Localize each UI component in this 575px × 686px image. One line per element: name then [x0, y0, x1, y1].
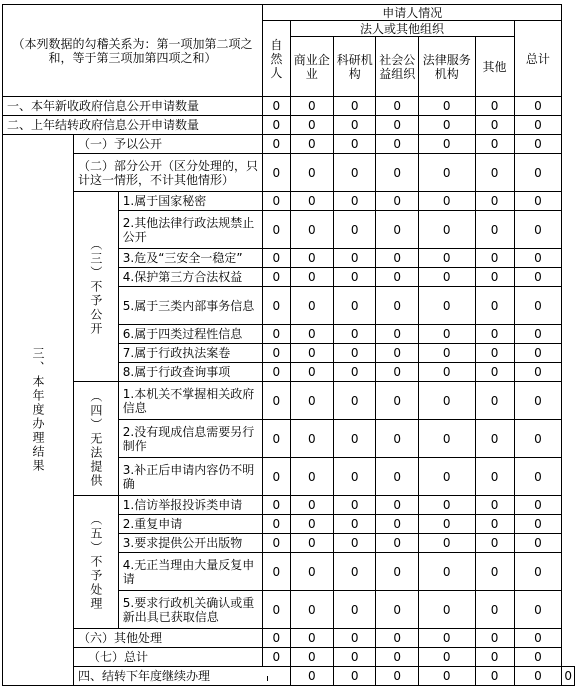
cell-value: 0	[290, 287, 333, 325]
cell-value: 0	[290, 192, 333, 211]
cell-value: 0	[333, 192, 376, 211]
cell-value: 0	[263, 249, 291, 268]
cell-value: 0	[376, 591, 419, 629]
cell-value: 0	[290, 249, 333, 268]
cell-value: 0	[514, 135, 562, 154]
row-label: （六）其他处理	[74, 629, 263, 648]
header-natural-person: 自然人	[263, 21, 291, 97]
cell-value: 0	[376, 363, 419, 382]
row-label: 8.属于行政查询事项	[118, 363, 262, 382]
table-row	[3, 116, 575, 135]
cell-value: 0	[290, 268, 333, 287]
cell-value: 0	[333, 268, 376, 287]
cell-value: 0	[376, 268, 419, 287]
cell-value: 0	[263, 116, 291, 135]
group-four-label: （四）无法提供	[74, 382, 119, 496]
cell-value: 0	[263, 382, 291, 420]
cell-value: 0	[514, 116, 562, 135]
cell-value: 0	[418, 287, 475, 325]
cell-value: 0	[376, 287, 419, 325]
cell-value: 0	[333, 496, 376, 515]
cell-value: 0	[333, 211, 376, 249]
row-label: 3.要求提供公开出版物	[118, 534, 262, 553]
cell-value: 0	[514, 458, 562, 496]
cell-value: 0	[333, 515, 376, 534]
cell-value: 0	[263, 591, 291, 629]
cell-value: 0	[290, 344, 333, 363]
cell-value: 0	[418, 648, 475, 667]
row-label: 1.本机关不掌握相关政府信息	[118, 382, 262, 420]
cell-value: 0	[333, 629, 376, 648]
header-social-welfare: 社会公益组织	[376, 37, 419, 97]
cell-value: 0	[418, 325, 475, 344]
cell-value: 0	[475, 629, 514, 648]
cell-value: 0	[290, 135, 333, 154]
cell-value: 0	[475, 116, 514, 135]
cell-value: 0	[514, 325, 562, 344]
header-note: （本列数据的勾稽关系为：第一项加第二项之和，等于第三项加第四项之和）	[3, 5, 263, 97]
cell-value: 0	[376, 420, 419, 458]
cell-value: 0	[418, 496, 475, 515]
group-five-label: （五）不予处理	[74, 496, 119, 629]
cell-value: 0	[418, 553, 475, 591]
gov-info-disclosure-table	[2, 4, 575, 686]
cell-value: 0	[290, 154, 333, 192]
cell-value: 0	[514, 344, 562, 363]
cell-value: 0	[290, 116, 333, 135]
cell-value: 0	[475, 667, 514, 686]
cell-value: 0	[333, 135, 376, 154]
cell-value: 0	[290, 496, 333, 515]
row-label: 二、上年结转政府信息公开申请数量	[3, 116, 263, 135]
cell-value: 0	[418, 344, 475, 363]
cell-value: 0	[376, 116, 419, 135]
cell-value: 0	[263, 154, 291, 192]
cell-value: 0	[263, 135, 291, 154]
row-label: 1.属于国家秘密	[118, 192, 262, 211]
row-label: 3.危及“三安全一稳定”	[118, 249, 262, 268]
cell-value: 0	[333, 553, 376, 591]
cell-value: 0	[475, 534, 514, 553]
cell-value: 0	[263, 363, 291, 382]
cell-value: 0	[263, 420, 291, 458]
row-label: （一）予以公开	[74, 135, 263, 154]
cell-value: 0	[475, 496, 514, 515]
cell-value: 0	[475, 135, 514, 154]
cell-value: 0	[418, 363, 475, 382]
row-label: 2.没有现成信息需要另行制作	[118, 420, 262, 458]
cell-value: 0	[514, 97, 562, 116]
header-commercial: 商业企业	[290, 37, 333, 97]
cell-value: 0	[514, 154, 562, 192]
cell-value: 0	[418, 154, 475, 192]
cell-value: 0	[418, 116, 475, 135]
cell-value: 0	[263, 553, 291, 591]
cell-value: 0	[290, 629, 333, 648]
cell-value: 0	[514, 211, 562, 249]
cell-value: 0	[376, 154, 419, 192]
cell-value: 0	[290, 211, 333, 249]
cell-value: 0	[333, 249, 376, 268]
cell-value: 0	[418, 382, 475, 420]
cell-value: 0	[333, 458, 376, 496]
cell-value: 0	[514, 420, 562, 458]
cell-value: 0	[376, 97, 419, 116]
cell-value: 0	[475, 97, 514, 116]
cell-value: 0	[418, 667, 475, 686]
cell-value: 0	[514, 268, 562, 287]
cell-value: 0	[290, 382, 333, 420]
table-row	[3, 629, 575, 648]
cell-value: 0	[290, 591, 333, 629]
cell-value: 0	[263, 534, 291, 553]
cell-value: 0	[376, 629, 419, 648]
cell-value: 0	[333, 591, 376, 629]
cell-value: 0	[514, 192, 562, 211]
cell-value: 0	[475, 591, 514, 629]
cell-value: 0	[376, 249, 419, 268]
cell-value: 0	[333, 534, 376, 553]
cell-value: 0	[333, 382, 376, 420]
cell-value: 0	[475, 154, 514, 192]
row-label: （七）总计	[74, 648, 263, 667]
header-legal-service: 法律服务机构	[418, 37, 475, 97]
cell-value: 0	[263, 515, 291, 534]
cell-value: 0	[376, 667, 419, 686]
cell-value: 0	[290, 363, 333, 382]
cell-value: 0	[418, 192, 475, 211]
cell-value: 0	[376, 515, 419, 534]
row-label: 2.重复申请	[118, 515, 262, 534]
cell-value: 0	[514, 534, 562, 553]
cell-value: 0	[376, 211, 419, 249]
cell-value: 0	[514, 591, 562, 629]
cell-value: 0	[333, 344, 376, 363]
cell-value: 0	[475, 515, 514, 534]
cell-value: 0	[418, 629, 475, 648]
cell-value: 0	[376, 553, 419, 591]
cell-value: 0	[418, 249, 475, 268]
cell-value: 0	[263, 192, 291, 211]
header-research: 科研机构	[333, 37, 376, 97]
cell-value: 0	[263, 648, 291, 667]
cell-value: 0	[418, 534, 475, 553]
cell-value: 0	[263, 344, 291, 363]
cell-value: 0	[263, 268, 291, 287]
cell-value: 0	[418, 97, 475, 116]
row-label: 一、本年新收政府信息公开申请数量	[3, 97, 263, 116]
cell-value: 0	[333, 154, 376, 192]
cell-value: 0	[376, 496, 419, 515]
cell-value: 0	[376, 135, 419, 154]
cell-value: 0	[514, 363, 562, 382]
cell-value: 0	[418, 135, 475, 154]
cell-value: 0	[418, 268, 475, 287]
cell-value: 0	[475, 249, 514, 268]
row-label: 7.属于行政执法案卷	[118, 344, 262, 363]
cell-value: 0	[333, 648, 376, 667]
header-total: 总计	[514, 21, 562, 97]
cell-value: 0	[514, 515, 562, 534]
cell-value: 0	[418, 420, 475, 458]
cell-value: 0	[475, 211, 514, 249]
cell-value: 0	[290, 648, 333, 667]
cell-value: 0	[418, 591, 475, 629]
cell-value: 0	[376, 534, 419, 553]
row-label: 1.信访举报投诉类申请	[118, 496, 262, 515]
cell-value: 0	[290, 515, 333, 534]
group-three-label: （三）不予公开	[74, 192, 119, 382]
table-row	[3, 667, 575, 686]
cell-value: 0	[475, 648, 514, 667]
cell-value: 0	[376, 382, 419, 420]
table-row	[3, 135, 575, 154]
cell-value: 0	[475, 382, 514, 420]
page-edge-mark	[267, 676, 268, 681]
cell-value: 0	[333, 363, 376, 382]
cell-value: 0	[290, 420, 333, 458]
row-label: （二）部分公开（区分处理的，只计这一情形，不计其他情形）	[74, 154, 263, 192]
cell-value: 0	[263, 287, 291, 325]
cell-value: 0	[333, 116, 376, 135]
row-label: 3.补正后申请内容仍不明确	[118, 458, 262, 496]
cell-value: 0	[376, 192, 419, 211]
cell-value: 0	[475, 458, 514, 496]
row-label: 2.其他法律行政法规禁止公开	[118, 211, 262, 249]
cell-value: 0	[333, 97, 376, 116]
header-legal-and-other: 法人或其他组织	[290, 21, 514, 37]
cell-value: 0	[263, 458, 291, 496]
cell-value: 0	[263, 211, 291, 249]
cell-value: 0	[475, 420, 514, 458]
cell-value: 0	[475, 192, 514, 211]
cell-value: 0	[475, 553, 514, 591]
cell-value: 0	[475, 363, 514, 382]
section-three-label: 三、本年度办理结果	[3, 135, 74, 686]
cell-value: 0	[514, 648, 562, 667]
cell-value: 0	[333, 667, 376, 686]
row-label: 4.保护第三方合法权益	[118, 268, 262, 287]
cell-value: 0	[376, 344, 419, 363]
cell-value: 0	[263, 629, 291, 648]
cell-value: 0	[514, 382, 562, 420]
cell-value: 0	[514, 249, 562, 268]
table-row	[3, 382, 575, 420]
cell-value: 0	[263, 325, 291, 344]
header-applicant-situation: 申请人情况	[263, 5, 562, 21]
cell-value: 0	[290, 667, 333, 686]
cell-value: 0	[376, 458, 419, 496]
table-row	[3, 154, 575, 192]
row-label: 6.属于四类过程性信息	[118, 325, 262, 344]
cell-value: 0	[376, 325, 419, 344]
row-label: 4.无正当理由大量反复申请	[118, 553, 262, 591]
table-row	[3, 496, 575, 515]
cell-value: 0	[514, 553, 562, 591]
table-row	[3, 192, 575, 211]
cell-value: 0	[562, 667, 575, 686]
cell-value: 0	[475, 287, 514, 325]
cell-value: 0	[376, 648, 419, 667]
cell-value: 0	[418, 458, 475, 496]
cell-value: 0	[475, 268, 514, 287]
cell-value: 0	[333, 420, 376, 458]
cell-value: 0	[333, 287, 376, 325]
cell-value: 0	[514, 287, 562, 325]
cell-value: 0	[290, 553, 333, 591]
table-row	[3, 97, 575, 116]
row-label: 5.属于三类内部事务信息	[118, 287, 262, 325]
cell-value: 0	[514, 496, 562, 515]
cell-value: 0	[475, 344, 514, 363]
cell-value: 0	[290, 458, 333, 496]
cell-value: 0	[263, 97, 291, 116]
cell-value: 0	[475, 325, 514, 344]
cell-value: 0	[333, 325, 376, 344]
cell-value: 0	[514, 667, 562, 686]
cell-value: 0	[290, 325, 333, 344]
cell-value: 0	[263, 496, 291, 515]
row-label: 5.要求行政机关确认或重新出具已获取信息	[118, 591, 262, 629]
cell-value: 0	[418, 515, 475, 534]
cell-value: 0	[418, 211, 475, 249]
cell-value: 0	[290, 534, 333, 553]
cell-value: 0	[514, 629, 562, 648]
row-label: 四、结转下年度继续办理	[74, 667, 291, 686]
header-other: 其他	[475, 37, 514, 97]
cell-value: 0	[290, 97, 333, 116]
table-row	[3, 648, 575, 667]
